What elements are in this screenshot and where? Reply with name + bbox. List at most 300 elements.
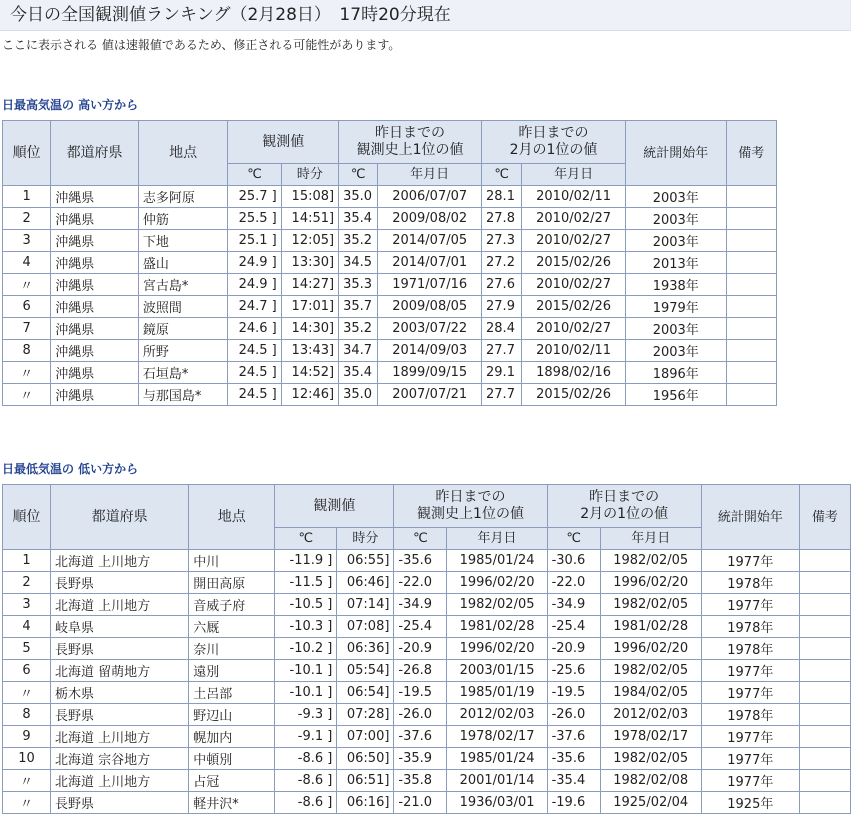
cell-feb-value: -37.6 (547, 726, 600, 748)
cell-rank: 5 (3, 638, 51, 660)
header-record-line1: 昨日までの (375, 125, 446, 141)
cell-observed-time: 06:16] (337, 792, 394, 814)
header-start-year: 統計開始年 (701, 485, 799, 550)
cell-record-date: 2003/07/22 (378, 318, 482, 340)
header-remarks: 備考 (799, 485, 850, 550)
header-feb-line2: 2月の1位の値 (580, 506, 669, 522)
cell-feb-date: 2010/02/11 (522, 340, 626, 362)
cell-prefecture: 北海道 上川地方 (51, 550, 189, 572)
table-row (3, 318, 777, 340)
cell-record-date: 1936/03/01 (447, 792, 547, 814)
table-row (3, 638, 851, 660)
cell-record-value: -19.5 (394, 682, 447, 704)
header-record (394, 485, 547, 528)
cell-remarks (726, 362, 776, 384)
max-temp-rows (3, 186, 777, 406)
cell-prefecture: 沖縄県 (51, 296, 139, 318)
header-feb-line1: 昨日までの (518, 125, 589, 141)
header-prefecture: 都道府県 (51, 121, 139, 186)
cell-rank: 2 (3, 208, 51, 230)
cell-observed-value: 24.9 ] (228, 252, 281, 274)
header-start-year: 統計開始年 (625, 121, 726, 186)
cell-record-value: -20.9 (394, 638, 447, 660)
cell-place: 与那国島* (138, 384, 228, 406)
subheader-deg: ℃ (394, 528, 447, 550)
cell-prefecture: 長野県 (51, 572, 189, 594)
cell-place: 六厩 (189, 616, 275, 638)
cell-record-date: 2014/07/01 (378, 252, 482, 274)
cell-feb-date: 2010/02/27 (522, 208, 626, 230)
header-record-line2: 観測史上1位の値 (356, 142, 464, 158)
cell-remarks (799, 616, 850, 638)
cell-prefecture: 沖縄県 (51, 274, 139, 296)
cell-observed-value: -8.6 ] (275, 748, 337, 770)
cell-record-date: 2003/01/15 (447, 660, 547, 682)
header-feb-record (482, 121, 626, 164)
cell-observed-time: 07:08] (337, 616, 394, 638)
cell-place: 中頓別 (189, 748, 275, 770)
cell-record-date: 2012/02/03 (447, 704, 547, 726)
cell-feb-date: 1898/02/16 (522, 362, 626, 384)
header-record-line2: 観測史上1位の値 (417, 506, 524, 522)
cell-place: 盛山 (138, 252, 228, 274)
cell-remarks (799, 704, 850, 726)
cell-remarks (726, 186, 776, 208)
cell-start-year: 2013年 (625, 252, 726, 274)
cell-observed-value: 24.5 ] (228, 340, 281, 362)
table-row (3, 230, 777, 252)
cell-rank: 2 (3, 572, 51, 594)
cell-record-value: -21.0 (394, 792, 447, 814)
header-feb-line2: 2月の1位の値 (509, 142, 598, 158)
cell-start-year: 2003年 (625, 230, 726, 252)
cell-feb-date: 2010/02/11 (522, 186, 626, 208)
cell-place: 宮古島* (138, 274, 228, 296)
header-feb-line1: 昨日までの (589, 489, 660, 505)
subheader-date: 年月日 (522, 164, 626, 186)
cell-feb-date: 2010/02/27 (522, 230, 626, 252)
cell-prefecture: 北海道 上川地方 (51, 770, 189, 792)
cell-place: 野辺山 (189, 704, 275, 726)
cell-start-year: 1977年 (701, 682, 799, 704)
cell-prefecture: 岐阜県 (51, 616, 189, 638)
cell-prefecture: 沖縄県 (51, 186, 139, 208)
cell-record-value: -37.6 (394, 726, 447, 748)
cell-observed-value: -9.3 ] (275, 704, 337, 726)
cell-record-value: 35.4 (339, 362, 378, 384)
cell-remarks (726, 252, 776, 274)
header-place: 地点 (189, 485, 275, 550)
cell-observed-time: 12:46] (281, 384, 338, 406)
cell-feb-value: 29.1 (482, 362, 522, 384)
cell-remarks (799, 682, 850, 704)
cell-record-value: -35.8 (394, 770, 447, 792)
header-prefecture: 都道府県 (51, 485, 189, 550)
table-row (3, 704, 851, 726)
cell-observed-value: -8.6 ] (275, 792, 337, 814)
cell-feb-date: 1981/02/28 (600, 616, 701, 638)
cell-rank: 10 (3, 748, 51, 770)
header-rank: 順位 (3, 121, 51, 186)
cell-feb-date: 1982/02/05 (600, 550, 701, 572)
header-feb-record (547, 485, 701, 528)
cell-prefecture: 沖縄県 (51, 362, 139, 384)
cell-start-year: 1978年 (701, 616, 799, 638)
cell-rank: 6 (3, 660, 51, 682)
table-row (3, 340, 777, 362)
cell-feb-date: 1984/02/05 (600, 682, 701, 704)
cell-observed-value: 24.5 ] (228, 362, 281, 384)
cell-remarks (799, 550, 850, 572)
cell-observed-value: -9.1 ] (275, 726, 337, 748)
cell-feb-date: 1982/02/05 (600, 660, 701, 682)
cell-observed-value: -10.1 ] (275, 660, 337, 682)
cell-observed-value: 24.5 ] (228, 384, 281, 406)
cell-record-date: 1971/07/16 (378, 274, 482, 296)
table-row (3, 770, 851, 792)
cell-record-value: 35.3 (339, 274, 378, 296)
cell-observed-value: -11.5 ] (275, 572, 337, 594)
cell-rank: 7 (3, 318, 51, 340)
cell-record-date: 2014/09/03 (378, 340, 482, 362)
cell-place: 鏡原 (138, 318, 228, 340)
cell-feb-value: 28.1 (482, 186, 522, 208)
cell-prefecture: 沖縄県 (51, 208, 139, 230)
cell-place: 波照間 (138, 296, 228, 318)
table-row (3, 660, 851, 682)
cell-prefecture: 沖縄県 (51, 318, 139, 340)
min-temp-table (2, 484, 851, 814)
max-temp-table (2, 120, 777, 406)
cell-place: 所野 (138, 340, 228, 362)
table-row (3, 186, 777, 208)
header-observed: 観測値 (228, 121, 339, 164)
cell-observed-time: 13:43] (281, 340, 338, 362)
cell-remarks (799, 638, 850, 660)
cell-place: 占冠 (189, 770, 275, 792)
cell-rank: 〃 (3, 682, 51, 704)
cell-feb-date: 1982/02/05 (600, 748, 701, 770)
cell-prefecture: 長野県 (51, 792, 189, 814)
cell-record-date: 1996/02/20 (447, 572, 547, 594)
cell-start-year: 1977年 (701, 550, 799, 572)
header-record (339, 121, 482, 164)
subheader-date: 年月日 (447, 528, 547, 550)
subheader-deg: ℃ (339, 164, 378, 186)
cell-feb-date: 1925/02/04 (600, 792, 701, 814)
cell-feb-value: -35.4 (547, 770, 600, 792)
cell-feb-date: 2015/02/26 (522, 384, 626, 406)
cell-feb-value: 27.7 (482, 384, 522, 406)
cell-record-date: 1978/02/17 (447, 726, 547, 748)
cell-start-year: 1978年 (701, 704, 799, 726)
cell-observed-value: -10.2 ] (275, 638, 337, 660)
cell-rank: 9 (3, 726, 51, 748)
cell-feb-date: 1982/02/05 (600, 594, 701, 616)
cell-feb-date: 1978/02/17 (600, 726, 701, 748)
subheader-deg: ℃ (482, 164, 522, 186)
cell-observed-time: 07:28] (337, 704, 394, 726)
table-row (3, 616, 851, 638)
cell-observed-value: -8.6 ] (275, 770, 337, 792)
table-row (3, 550, 851, 572)
cell-rank: 〃 (3, 362, 51, 384)
table-row (3, 682, 851, 704)
cell-observed-time: 06:54] (337, 682, 394, 704)
cell-start-year: 1977年 (701, 660, 799, 682)
cell-feb-date: 1996/02/20 (600, 638, 701, 660)
cell-record-value: 34.7 (339, 340, 378, 362)
cell-start-year: 1977年 (701, 726, 799, 748)
cell-remarks (726, 208, 776, 230)
cell-place: 土呂部 (189, 682, 275, 704)
cell-rank: 3 (3, 594, 51, 616)
cell-feb-value: -19.5 (547, 682, 600, 704)
cell-observed-time: 06:36] (337, 638, 394, 660)
cell-place: 幌加内 (189, 726, 275, 748)
cell-record-value: -25.4 (394, 616, 447, 638)
cell-prefecture: 栃木県 (51, 682, 189, 704)
cell-record-date: 2001/01/14 (447, 770, 547, 792)
subheader-date: 年月日 (378, 164, 482, 186)
cell-place: 遠別 (189, 660, 275, 682)
table-row (3, 792, 851, 814)
cell-feb-value: 27.2 (482, 252, 522, 274)
cell-observed-value: 24.7 ] (228, 296, 281, 318)
header-place: 地点 (138, 121, 228, 186)
cell-feb-value: 27.3 (482, 230, 522, 252)
cell-rank: 1 (3, 186, 51, 208)
cell-record-value: -35.6 (394, 550, 447, 572)
cell-start-year: 2003年 (625, 208, 726, 230)
cell-start-year: 1978年 (701, 638, 799, 660)
cell-remarks (726, 274, 776, 296)
cell-rank: 〃 (3, 384, 51, 406)
cell-prefecture: 北海道 宗谷地方 (51, 748, 189, 770)
cell-remarks (799, 572, 850, 594)
cell-feb-date: 2010/02/27 (522, 318, 626, 340)
cell-record-date: 1982/02/05 (447, 594, 547, 616)
table-row (3, 208, 777, 230)
cell-feb-value: 28.4 (482, 318, 522, 340)
cell-record-value: -35.9 (394, 748, 447, 770)
cell-record-date: 1985/01/24 (447, 748, 547, 770)
cell-place: 志多阿原 (138, 186, 228, 208)
header-remarks: 備考 (726, 121, 776, 186)
subheader-date: 年月日 (600, 528, 701, 550)
table-row (3, 726, 851, 748)
cell-observed-time: 06:50] (337, 748, 394, 770)
cell-place: 開田高原 (189, 572, 275, 594)
page-title: 今日の全国観測値ランキング（2月28日） 17時20分現在 (10, 5, 451, 25)
cell-prefecture: 沖縄県 (51, 230, 139, 252)
cell-prefecture: 北海道 上川地方 (51, 726, 189, 748)
cell-remarks (726, 230, 776, 252)
cell-observed-time: 14:27] (281, 274, 338, 296)
subheader-deg: ℃ (547, 528, 600, 550)
cell-place: 軽井沢* (189, 792, 275, 814)
cell-record-value: 35.4 (339, 208, 378, 230)
cell-record-value: 34.5 (339, 252, 378, 274)
cell-start-year: 1977年 (701, 748, 799, 770)
cell-feb-date: 2015/02/26 (522, 252, 626, 274)
header-record-line1: 昨日までの (435, 489, 506, 505)
cell-start-year: 1938年 (625, 274, 726, 296)
cell-record-date: 1985/01/24 (447, 550, 547, 572)
disclaimer-note: ここに表示される 値は速報値であるため、修正される可能性があります。 (2, 38, 401, 52)
cell-start-year: 1977年 (701, 594, 799, 616)
cell-remarks (799, 748, 850, 770)
cell-record-date: 2009/08/02 (378, 208, 482, 230)
cell-feb-date: 2015/02/26 (522, 296, 626, 318)
cell-prefecture: 長野県 (51, 704, 189, 726)
cell-rank: 〃 (3, 792, 51, 814)
cell-feb-value: -19.6 (547, 792, 600, 814)
cell-record-value: -34.9 (394, 594, 447, 616)
cell-start-year: 2003年 (625, 340, 726, 362)
cell-observed-value: -11.9 ] (275, 550, 337, 572)
cell-feb-value: 27.9 (482, 296, 522, 318)
cell-record-date: 1899/09/15 (378, 362, 482, 384)
min-temp-rows (3, 550, 851, 814)
cell-feb-value: 27.7 (482, 340, 522, 362)
cell-observed-time: 14:30] (281, 318, 338, 340)
cell-place: 石垣島* (138, 362, 228, 384)
cell-feb-date: 2012/02/03 (600, 704, 701, 726)
subheader-deg: ℃ (228, 164, 281, 186)
cell-observed-value: -10.3 ] (275, 616, 337, 638)
cell-place: 下地 (138, 230, 228, 252)
cell-start-year: 1896年 (625, 362, 726, 384)
table-row (3, 274, 777, 296)
cell-observed-value: 24.6 ] (228, 318, 281, 340)
header-observed: 観測値 (275, 485, 394, 528)
cell-feb-value: -20.9 (547, 638, 600, 660)
cell-record-date: 2009/08/05 (378, 296, 482, 318)
cell-prefecture: 北海道 留萌地方 (51, 660, 189, 682)
cell-place: 奈川 (189, 638, 275, 660)
cell-observed-time: 07:14] (337, 594, 394, 616)
cell-observed-time: 15:08] (281, 186, 338, 208)
cell-feb-date: 2010/02/27 (522, 274, 626, 296)
cell-remarks (799, 726, 850, 748)
table-row (3, 572, 851, 594)
table-row (3, 748, 851, 770)
cell-rank: 〃 (3, 274, 51, 296)
cell-observed-value: -10.1 ] (275, 682, 337, 704)
cell-remarks (726, 384, 776, 406)
cell-observed-time: 07:00] (337, 726, 394, 748)
cell-record-value: 35.2 (339, 318, 378, 340)
min-temp-section-title: 日最低気温の 低い方から (2, 462, 139, 476)
max-temp-section-title: 日最高気温の 高い方から (2, 98, 139, 112)
cell-remarks (799, 660, 850, 682)
cell-prefecture: 北海道 上川地方 (51, 594, 189, 616)
cell-remarks (799, 594, 850, 616)
cell-remarks (799, 792, 850, 814)
cell-rank: 3 (3, 230, 51, 252)
cell-start-year: 2003年 (625, 318, 726, 340)
table-row (3, 296, 777, 318)
cell-place: 仲筋 (138, 208, 228, 230)
cell-start-year: 1956年 (625, 384, 726, 406)
cell-feb-date: 1996/02/20 (600, 572, 701, 594)
table-row (3, 384, 777, 406)
cell-observed-time: 13:30] (281, 252, 338, 274)
cell-record-value: 35.2 (339, 230, 378, 252)
cell-observed-time: 06:46] (337, 572, 394, 594)
cell-observed-value: -10.5 ] (275, 594, 337, 616)
cell-prefecture: 長野県 (51, 638, 189, 660)
cell-record-date: 1996/02/20 (447, 638, 547, 660)
cell-observed-value: 25.5 ] (228, 208, 281, 230)
cell-observed-time: 06:55] (337, 550, 394, 572)
cell-rank: 8 (3, 340, 51, 362)
table-row (3, 362, 777, 384)
cell-start-year: 1978年 (701, 572, 799, 594)
cell-observed-time: 12:05] (281, 230, 338, 252)
cell-feb-value: 27.6 (482, 274, 522, 296)
cell-feb-value: 27.8 (482, 208, 522, 230)
cell-feb-value: -30.6 (547, 550, 600, 572)
cell-start-year: 1977年 (701, 770, 799, 792)
cell-observed-time: 06:51] (337, 770, 394, 792)
cell-feb-value: -34.9 (547, 594, 600, 616)
cell-record-date: 2014/07/05 (378, 230, 482, 252)
cell-start-year: 1925年 (701, 792, 799, 814)
cell-rank: 4 (3, 616, 51, 638)
cell-feb-value: -25.6 (547, 660, 600, 682)
cell-place: 音威子府 (189, 594, 275, 616)
cell-place: 中川 (189, 550, 275, 572)
cell-record-date: 2007/07/21 (378, 384, 482, 406)
cell-feb-value: -22.0 (547, 572, 600, 594)
cell-record-value: 35.0 (339, 186, 378, 208)
cell-feb-value: -26.0 (547, 704, 600, 726)
cell-feb-value: -35.6 (547, 748, 600, 770)
cell-record-value: -26.8 (394, 660, 447, 682)
cell-observed-time: 05:54] (337, 660, 394, 682)
cell-start-year: 1979年 (625, 296, 726, 318)
cell-observed-time: 17:01] (281, 296, 338, 318)
table-row (3, 252, 777, 274)
cell-observed-value: 25.1 ] (228, 230, 281, 252)
cell-remarks (799, 770, 850, 792)
cell-record-date: 1981/02/28 (447, 616, 547, 638)
cell-rank: 6 (3, 296, 51, 318)
cell-start-year: 2003年 (625, 186, 726, 208)
cell-observed-value: 25.7 ] (228, 186, 281, 208)
subheader-time: 時分 (337, 528, 394, 550)
cell-rank: 8 (3, 704, 51, 726)
cell-feb-value: -25.4 (547, 616, 600, 638)
cell-record-value: -26.0 (394, 704, 447, 726)
cell-record-value: 35.7 (339, 296, 378, 318)
cell-feb-date: 1982/02/08 (600, 770, 701, 792)
cell-record-value: -22.0 (394, 572, 447, 594)
cell-record-date: 2006/07/07 (378, 186, 482, 208)
cell-remarks (726, 340, 776, 362)
header-rank: 順位 (3, 485, 51, 550)
subheader-time: 時分 (281, 164, 338, 186)
cell-observed-time: 14:51] (281, 208, 338, 230)
cell-rank: 〃 (3, 770, 51, 792)
cell-remarks (726, 318, 776, 340)
table-row (3, 594, 851, 616)
cell-observed-time: 14:52] (281, 362, 338, 384)
subheader-deg: ℃ (275, 528, 337, 550)
cell-prefecture: 沖縄県 (51, 252, 139, 274)
